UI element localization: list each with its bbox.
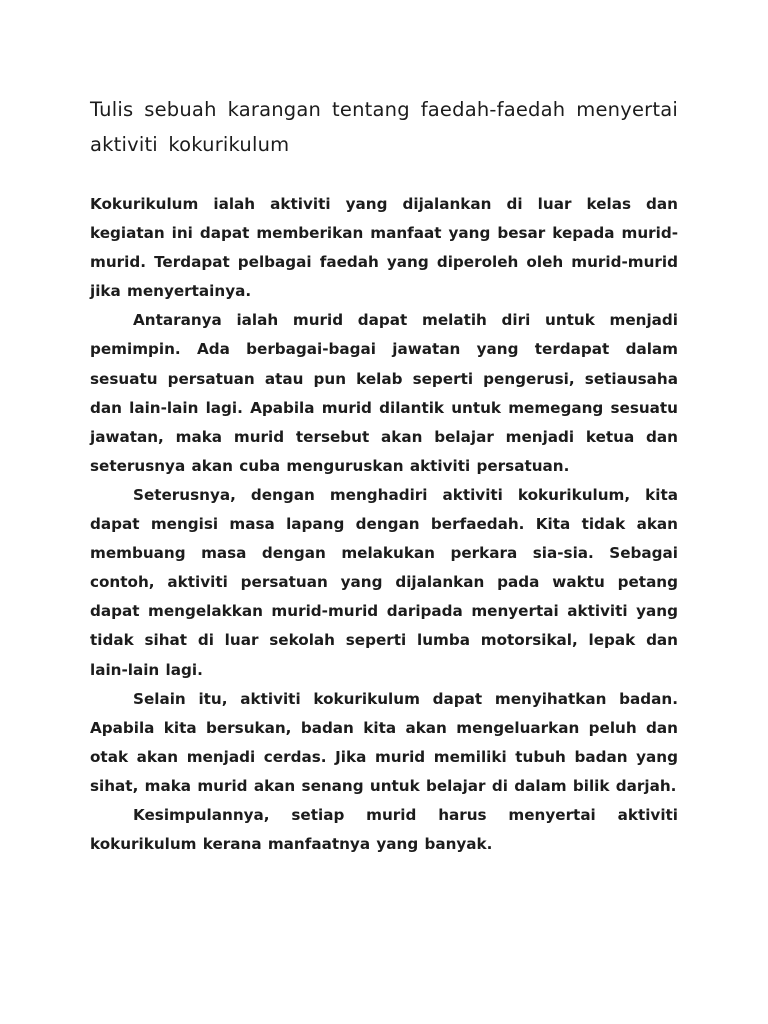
paragraph-free-time: Seterusnya, dengan menghadiri aktiviti kokurikulum, kita dapat mengisi masa lapang dengan berfaedah. Kita tidak akan membuang masa dengan melakukan perkara sia-sia. Sebagai contoh, aktiviti persatuan yang dijalankan pada waktu petang dapat mengelakkan murid-murid daripada menyertai aktiviti yang tidak sihat di luar sekolah seperti lumba motorsikal, lepak dan lain-lain lagi. [90, 485, 678, 679]
paragraph-introduction: Kokurikulum ialah aktiviti yang dijalankan di luar kelas dan kegiatan ini dapat memberikan manfaat yang besar kepada murid-murid. Terdapat pelbagai faedah yang diperoleh oleh murid-murid jika menyertainya. [90, 195, 678, 301]
essay-title: Tulis sebuah karangan tentang faedah-faedah menyertai aktiviti kokurikulum [90, 98, 678, 156]
essay-body [90, 190, 678, 859]
paragraph-leadership: Antaranya ialah murid dapat melatih diri untuk menjadi pemimpin. Ada berbagai-bagai jawatan yang terdapat dalam sesuatu persatuan atau pun kelab seperti pengerusi, setiausaha dan lain-lain lagi. Apabila murid dilantik untuk memegang sesuatu jawatan, maka murid tersebut akan belajar menjadi ketua dan seterusnya akan cuba menguruskan aktiviti persatuan. [90, 311, 678, 475]
paragraph-health: Selain itu, aktiviti kokurikulum dapat menyihatkan badan. Apabila kita bersukan, badan kita akan mengeluarkan peluh dan otak akan menjadi cerdas. Jika murid memiliki tubuh badan yang sihat, maka murid akan senang untuk belajar di dalam bilik darjah. [90, 689, 678, 795]
paragraph-conclusion: Kesimpulannya, setiap murid harus menyertai aktiviti kokurikulum kerana manfaatnya yang banyak. [90, 805, 678, 854]
